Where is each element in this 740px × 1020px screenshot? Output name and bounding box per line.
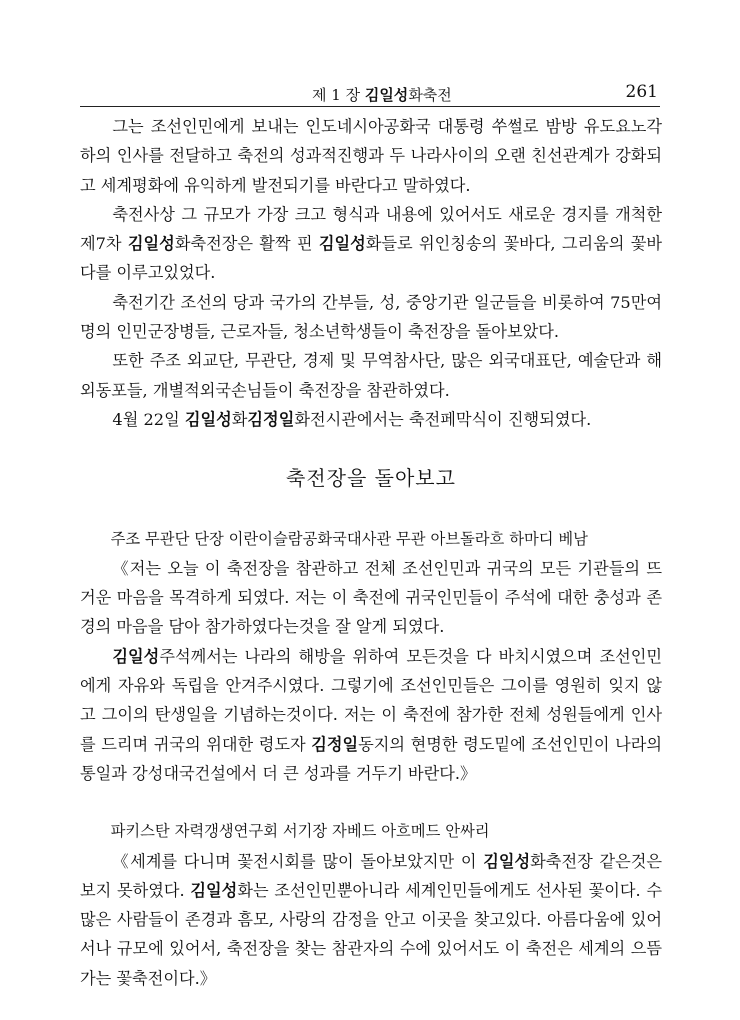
page-body — [80, 112, 662, 993]
testimonial-quote — [80, 554, 662, 788]
leader-name: 김일성 — [112, 646, 160, 666]
page-header — [80, 84, 660, 106]
header-rule — [80, 106, 660, 107]
testimonial-quote — [80, 847, 662, 993]
leader-name: 김정일 — [311, 734, 359, 754]
section-heading: 축전장을 돌아보고 — [286, 466, 456, 491]
paragraph: 축전사상 그 규모가 가장 크고 형식과 내용에 있어서도 새로운 경지를 개척한 제7차 김일성화축전장은 활짝 핀 김일성화들로 위인칭송의 꽃바다, 그리움의 꽃바다를 이루고있었다. — [80, 204, 662, 283]
paragraph: 4월 22일 김일성화김정일화전시관에서는 축전페막식이 진행되였다. — [112, 409, 592, 429]
spacer — [80, 788, 662, 817]
chapter-title: 제 1 장 김일성화축전 — [312, 86, 452, 104]
paragraph: 《저는 오늘 이 축전장을 참관하고 전체 조선인민과 귀국의 모든 기관들의 뜨거운 마음을 목격하게 되였다. 저는 이 축전에 귀국인민들이 주석에 대한 충성과 존경의 마음을 담아 참가하였다는것을 잘 알게 되였다. — [80, 558, 662, 637]
leader-name: 김일성 — [364, 86, 409, 104]
page-number: 261 — [625, 82, 658, 102]
leader-name: 김일성 — [190, 880, 238, 900]
paragraph: 《세계를 다니며 꽃전시회를 많이 돌아보았지만 이 김일성화축전장 같은것은 보지 못하였다. 김일성화는 조선인민뿐아니라 세계인민들에게도 선사된 꽃이다. 수많은 사람들이 존경과 흠모, 사랑의 감정을 안고 이곳을 찾고있다. 아름다움에 있어서나 규모에 있어서, 축전장을 찾는 참관자의 수에 있어서도 이 축전은 세계의 으뜸가는 꽃축전이다.》 — [80, 851, 662, 988]
leader-name: 김일성 — [318, 234, 366, 254]
leader-name: 김일성 — [483, 851, 531, 871]
leader-name: 김일성 — [127, 234, 175, 254]
paragraph: 축전기간 조선의 당과 국가의 간부들, 성, 중앙기관 일군들을 비롯하여 75만여명의 인민군장병들, 근로자들, 청소년학생들이 축전장을 돌아보았다. — [80, 292, 662, 342]
paragraph: 또한 주조 외교단, 무관단, 경제 및 무역참사단, 많은 외국대표단, 예술단과 해외동포들, 개별적외국손님들이 축전장을 참관하였다. — [80, 351, 662, 400]
paragraph: 김일성주석께서는 나라의 해방을 위하여 모든것을 다 바치시였으며 조선인민에게 자유와 독립을 안겨주시였다. 그렇기에 조선인민들은 그이를 영원히 잊지 않고 그이의 탄생일을 기념하는것이다. 저는 이 축전에 참가한 전체 성원들에게 인사를 드리며 귀국의 위대한 령도자 김정일동지의 현명한 령도밑에 조선인민이 나라의 통일과 강성대국건설에서 더 큰 성과를 거두기 바란다.》 — [80, 646, 662, 783]
testimonial-speaker: 파키스탄 자력갱생연구회 서기장 자베드 아흐메드 안싸리 — [110, 822, 490, 841]
leader-name: 김일성 — [184, 409, 232, 429]
paragraph: 그는 조선인민에게 보내는 인도네시아공화국 대통령 쑤썰로 밤방 유도요노각하의 인사를 전달하고 축전의 성과적진행과 두 나라사이의 오랜 친선관계가 강화되고 세계평화에 유익하게 발전되기를 바란다고 말하였다. — [80, 117, 662, 195]
leader-name: 김정일 — [247, 409, 295, 429]
testimonial-speaker: 주조 무관단 단장 이란이슬람공화국대사관 무관 아브돌라흐 하마디 베남 — [110, 529, 588, 548]
